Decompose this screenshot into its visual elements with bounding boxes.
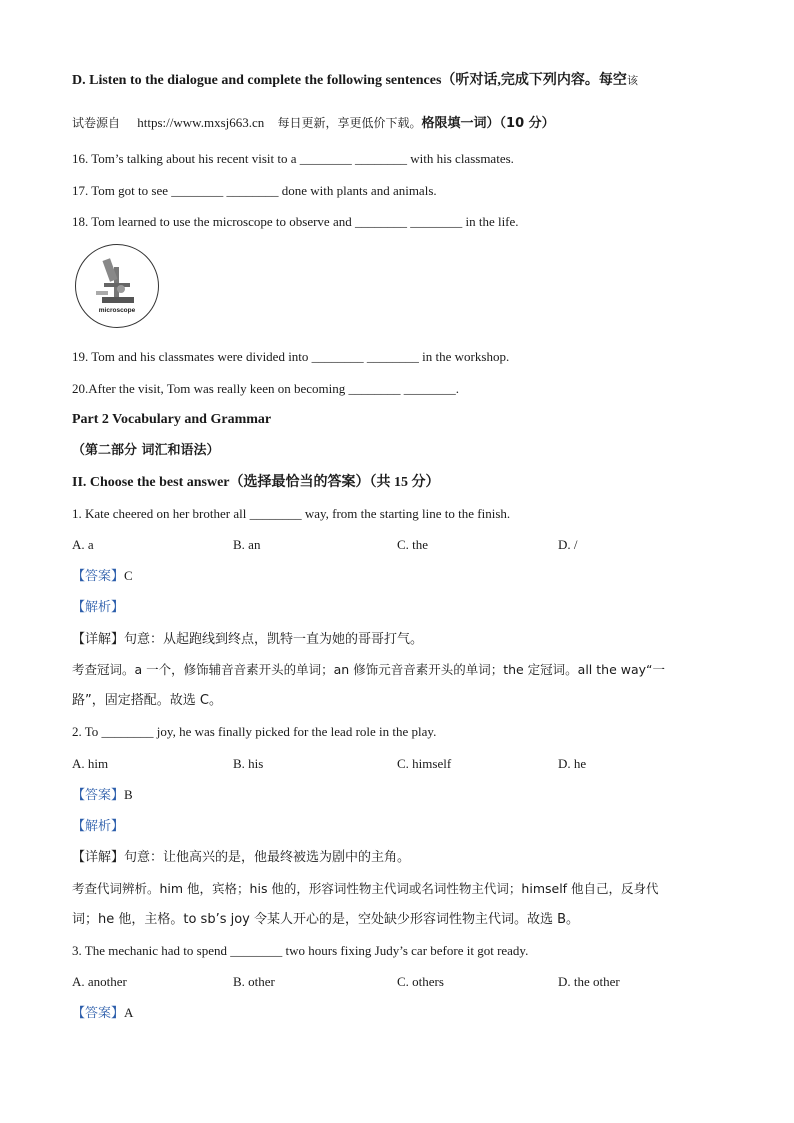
q3-answer-value: A xyxy=(124,1005,134,1020)
q1-option-b[interactable]: B. an xyxy=(233,537,261,552)
section-d-heading-tail: 该 xyxy=(626,74,638,87)
question-3-stem: 3. The mechanic had to spend ________ two hours fixing Judy’s car before it got ready. xyxy=(72,943,529,958)
microscope-label: microscope xyxy=(98,307,136,314)
question-2-stem: 2. To ________ joy, he was finally picked for the lead role in the play. xyxy=(72,724,437,739)
q2-option-d[interactable]: D. he xyxy=(558,756,587,771)
question-1-stem: 1. Kate cheered on her brother all ________ way, from the starting line to the finish. xyxy=(72,506,511,521)
q1-answer xyxy=(72,567,133,586)
item-20: 20.After the visit, Tom was really keen on becoming ________ ________. xyxy=(72,381,459,396)
q3-option-b[interactable]: B. other xyxy=(233,974,275,989)
watermark-url[interactable]: https://www.mxsj663.cn xyxy=(137,115,265,130)
analysis-label: 【解析】 xyxy=(72,600,125,615)
q1-detail-text: 句意：从起跑线到终点，凯特一直为她的哥哥打气。 xyxy=(124,632,424,647)
q1-option-a[interactable]: A. a xyxy=(72,537,94,552)
answer-label: 【答案】 xyxy=(72,788,125,803)
q3-option-d[interactable]: D. the other xyxy=(558,974,620,989)
q2-answer-value: B xyxy=(124,787,133,802)
q1-option-d[interactable]: D. / xyxy=(558,537,578,552)
q2-answer xyxy=(72,786,133,805)
part2-title: Part 2 Vocabulary and Grammar xyxy=(72,412,272,427)
q1-explain-2: 路”，固定搭配。故选 C。 xyxy=(72,693,222,708)
section-ii-heading xyxy=(72,474,440,492)
q3-answer xyxy=(72,1004,133,1023)
q1-analysis xyxy=(72,598,124,617)
q1-detail xyxy=(72,630,423,649)
watermark-lead: 试卷源自 xyxy=(72,116,121,130)
q2-option-a[interactable]: A. him xyxy=(72,756,109,771)
q2-detail xyxy=(72,848,410,867)
section-d-heading-text: D. Listen to the dialogue and complete the following sentences（听对话,完成下列内容。每空 xyxy=(72,73,627,88)
q2-explain-1: 考查代词辨析。him 他，宾格；his 他的，形容词性物主代词或名词性物主代词；himself 他自己，反身代 xyxy=(72,881,659,896)
section-d-heading xyxy=(72,72,638,90)
section-ii-heading-text: II. Choose the best answer（选择最恰当的答案）（共 15 分） xyxy=(72,475,440,490)
item-18: 18. Tom learned to use the microscope to observe and ________ ________ in the life. xyxy=(72,214,519,229)
analysis-label: 【解析】 xyxy=(72,819,125,834)
detail-label: 【详解】 xyxy=(72,632,125,647)
q2-option-c[interactable]: C. himself xyxy=(397,756,452,771)
watermark-line xyxy=(72,114,555,133)
item-19: 19. Tom and his classmates were divided into ________ ________ in the workshop. xyxy=(72,349,510,364)
answer-label: 【答案】 xyxy=(72,569,125,584)
q2-option-b[interactable]: B. his xyxy=(233,756,264,771)
watermark-rest: 格限填一词）（10 分） xyxy=(421,116,555,131)
microscope-image xyxy=(75,244,159,328)
q3-option-a[interactable]: A. another xyxy=(72,974,127,989)
q1-option-c[interactable]: C. the xyxy=(397,537,429,552)
detail-label: 【详解】 xyxy=(72,850,125,865)
q2-explain-2: 词；he 他，主格。to sb’s joy 令某人开心的是，空处缺少形容词性物主代词。故选 B。 xyxy=(72,912,580,927)
item-16: 16. Tom’s talking about his recent visit to a ________ ________ with his classmates. xyxy=(72,151,514,166)
q3-option-c[interactable]: C. others xyxy=(397,974,444,989)
q2-detail-text: 句意：让他高兴的是，他最终被选为剧中的主角。 xyxy=(124,850,411,865)
q2-analysis xyxy=(72,817,124,836)
q1-answer-value: C xyxy=(124,568,133,583)
microscope-icon xyxy=(76,245,158,327)
item-17: 17. Tom got to see ________ ________ done with plants and animals. xyxy=(72,183,437,198)
part2-subtitle: （第二部分 词汇和语法） xyxy=(72,443,220,458)
watermark-ad: 每日更新，享更低价下载。 xyxy=(277,116,422,130)
answer-label: 【答案】 xyxy=(72,1006,125,1021)
q1-explain-1: 考查冠词。a 一个，修饰辅音音素开头的单词；an 修饰元音音素开头的单词；the 定冠词。all the way“一 xyxy=(72,662,666,677)
